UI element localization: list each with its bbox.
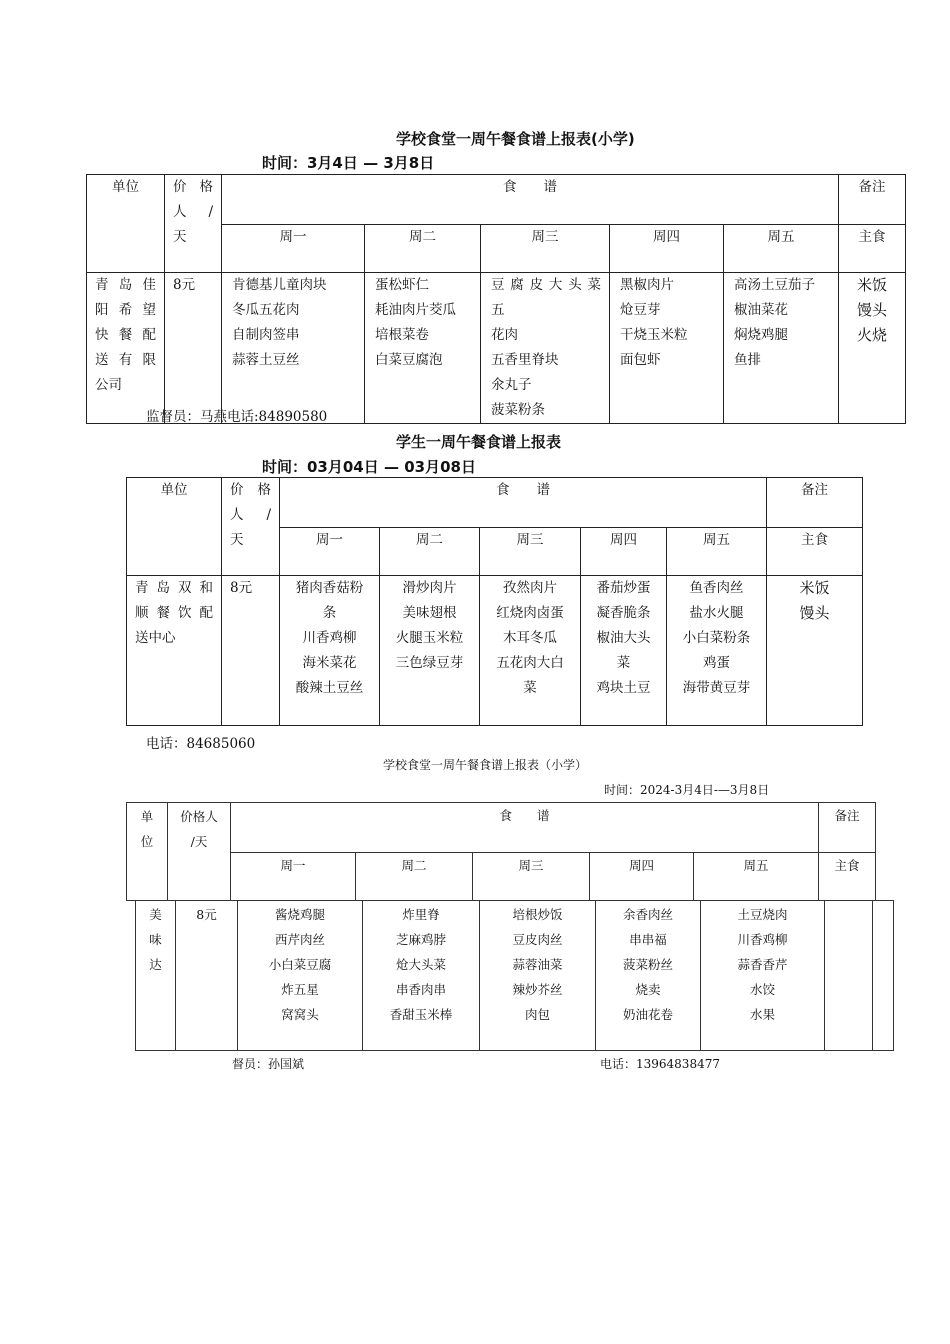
section3-unit-cell: 美 味 达	[136, 901, 176, 1051]
section3-wed-cell: 培根炒饭 豆皮肉丝 蒜蓉油菜 辣炒芥丝 肉包	[480, 901, 596, 1051]
section3-body-table	[135, 900, 894, 1051]
section1-day-wed: 周三	[481, 225, 610, 273]
section3-remark-header: 备注	[819, 803, 876, 853]
section2-day-thu: 周四	[581, 528, 667, 576]
section1-mon-cell: 肯德基儿童肉块 冬瓜五花肉 自制肉签串 蒜蓉土豆丝	[222, 273, 365, 424]
section2-title: 学生一周午餐食谱上报表	[396, 433, 562, 451]
section1-unit-cell: 青 岛 佳 阳 希 望 快 餐 配 送 有 限 公司	[87, 273, 165, 424]
section2-menu-header: 食 谱	[280, 478, 767, 528]
section3-day-tue: 周二	[356, 853, 473, 901]
section3-day-wed: 周三	[473, 853, 590, 901]
section3-title: 学校食堂一周午餐食谱上报表（小学）	[383, 758, 588, 772]
section2-staple-cell: 米饭 馒头	[767, 576, 863, 726]
section2-unit-cell: 青 岛 双 和 顺 餐 饮 配 送中心	[127, 576, 222, 726]
section1-day-thu: 周四	[610, 225, 724, 273]
section1-menu-header: 食 谱	[222, 175, 839, 225]
section3-staple-header: 主食	[819, 853, 876, 901]
section2-day-tue: 周二	[380, 528, 480, 576]
section2-price-cell: 8元	[222, 576, 280, 726]
section2-remark-header: 备注	[767, 478, 863, 528]
section3-date: 时间：2024-3月4日-—3月8日	[604, 783, 770, 797]
section1-wed-cell: 豆 腐 皮 大 头 菜 五 花肉 五香里脊块 氽丸子 菠菜粉条	[481, 273, 610, 424]
section2-day-mon: 周一	[280, 528, 380, 576]
section2-unit-header: 单位	[127, 478, 222, 576]
section2-day-wed: 周三	[480, 528, 581, 576]
section1-price-header: 价 格 人 / 天	[165, 175, 222, 273]
section1-day-fri: 周五	[724, 225, 839, 273]
section1-remark-header: 备注	[839, 175, 906, 225]
section2-date: 时间：03月04日 — 03月08日	[262, 458, 476, 476]
section3-menu-header: 食 谱	[231, 803, 819, 853]
section3-mon-cell: 酱烧鸡腿 西芹肉丝 小白菜豆腐 炸五星 窝窝头	[238, 901, 363, 1051]
section1-unit-header: 单位	[87, 175, 165, 273]
section1-date: 时间：3月4日 — 3月8日	[262, 154, 435, 172]
section3-footer-phone: 电话：13964838477	[600, 1057, 720, 1071]
section2-day-fri: 周五	[667, 528, 767, 576]
section3-fri-cell: 土豆烧肉 川香鸡柳 蒜香香芹 水饺 水果	[701, 901, 825, 1051]
section2-wed-cell: 孜然肉片 红烧肉卤蛋 木耳冬瓜 五花肉大白 菜	[480, 576, 581, 726]
section1-thu-cell: 黑椒肉片 炝豆芽 干烧玉米粒 面包虾	[610, 273, 724, 424]
section2-footer: 电话：84685060	[146, 736, 256, 752]
section2-tue-cell: 滑炒肉片 美味翅根 火腿玉米粒 三色绿豆芽	[380, 576, 480, 726]
section1-menu-table	[86, 174, 906, 424]
section2-mon-cell: 猪肉香菇粉 条 川香鸡柳 海米菜花 酸辣土豆丝	[280, 576, 380, 726]
section1-day-mon: 周一	[222, 225, 365, 273]
section2-menu-table	[126, 477, 863, 726]
section1-footer: 监督员：马燕电话:84890580	[146, 409, 328, 425]
section3-day-thu: 周四	[590, 853, 694, 901]
section3-day-mon: 周一	[231, 853, 356, 901]
section1-price-cell: 8元	[165, 273, 222, 424]
section3-price-cell: 8元	[176, 901, 238, 1051]
section3-staple-cell	[825, 901, 873, 1051]
section1-title: 学校食堂一周午餐食谱上报表(小学)	[396, 130, 635, 148]
section3-unit-header: 单 位	[127, 803, 168, 901]
section2-price-header: 价 格 人 / 天	[222, 478, 280, 576]
section1-staple-cell: 米饭 馒头 火烧	[839, 273, 906, 424]
section3-thu-cell: 余香肉丝 串串福 菠菜粉丝 烧卖 奶油花卷	[596, 901, 701, 1051]
section3-header-table	[126, 802, 876, 901]
section1-tue-cell: 蛋松虾仁 耗油肉片茭瓜 培根菜卷 白菜豆腐泡	[365, 273, 481, 424]
section1-staple-header: 主食	[839, 225, 906, 273]
section3-extra-cell	[873, 901, 894, 1051]
section3-tue-cell: 炸里脊 芝麻鸡脖 炝大头菜 串香肉串 香甜玉米棒	[363, 901, 480, 1051]
section2-thu-cell: 番茄炒蛋 凝香脆条 椒油大头 菜 鸡块土豆	[581, 576, 667, 726]
section2-fri-cell: 鱼香肉丝 盐水火腿 小白菜粉条 鸡蛋 海带黄豆芽	[667, 576, 767, 726]
section1-day-tue: 周二	[365, 225, 481, 273]
section2-staple-header: 主食	[767, 528, 863, 576]
section3-price-header: 价格人 /天	[168, 803, 231, 901]
section1-fri-cell: 高汤土豆茄子 椒油菜花 焖烧鸡腿 鱼排	[724, 273, 839, 424]
section3-day-fri: 周五	[694, 853, 819, 901]
section3-footer-supervisor: 督员：孙国斌	[232, 1057, 305, 1071]
